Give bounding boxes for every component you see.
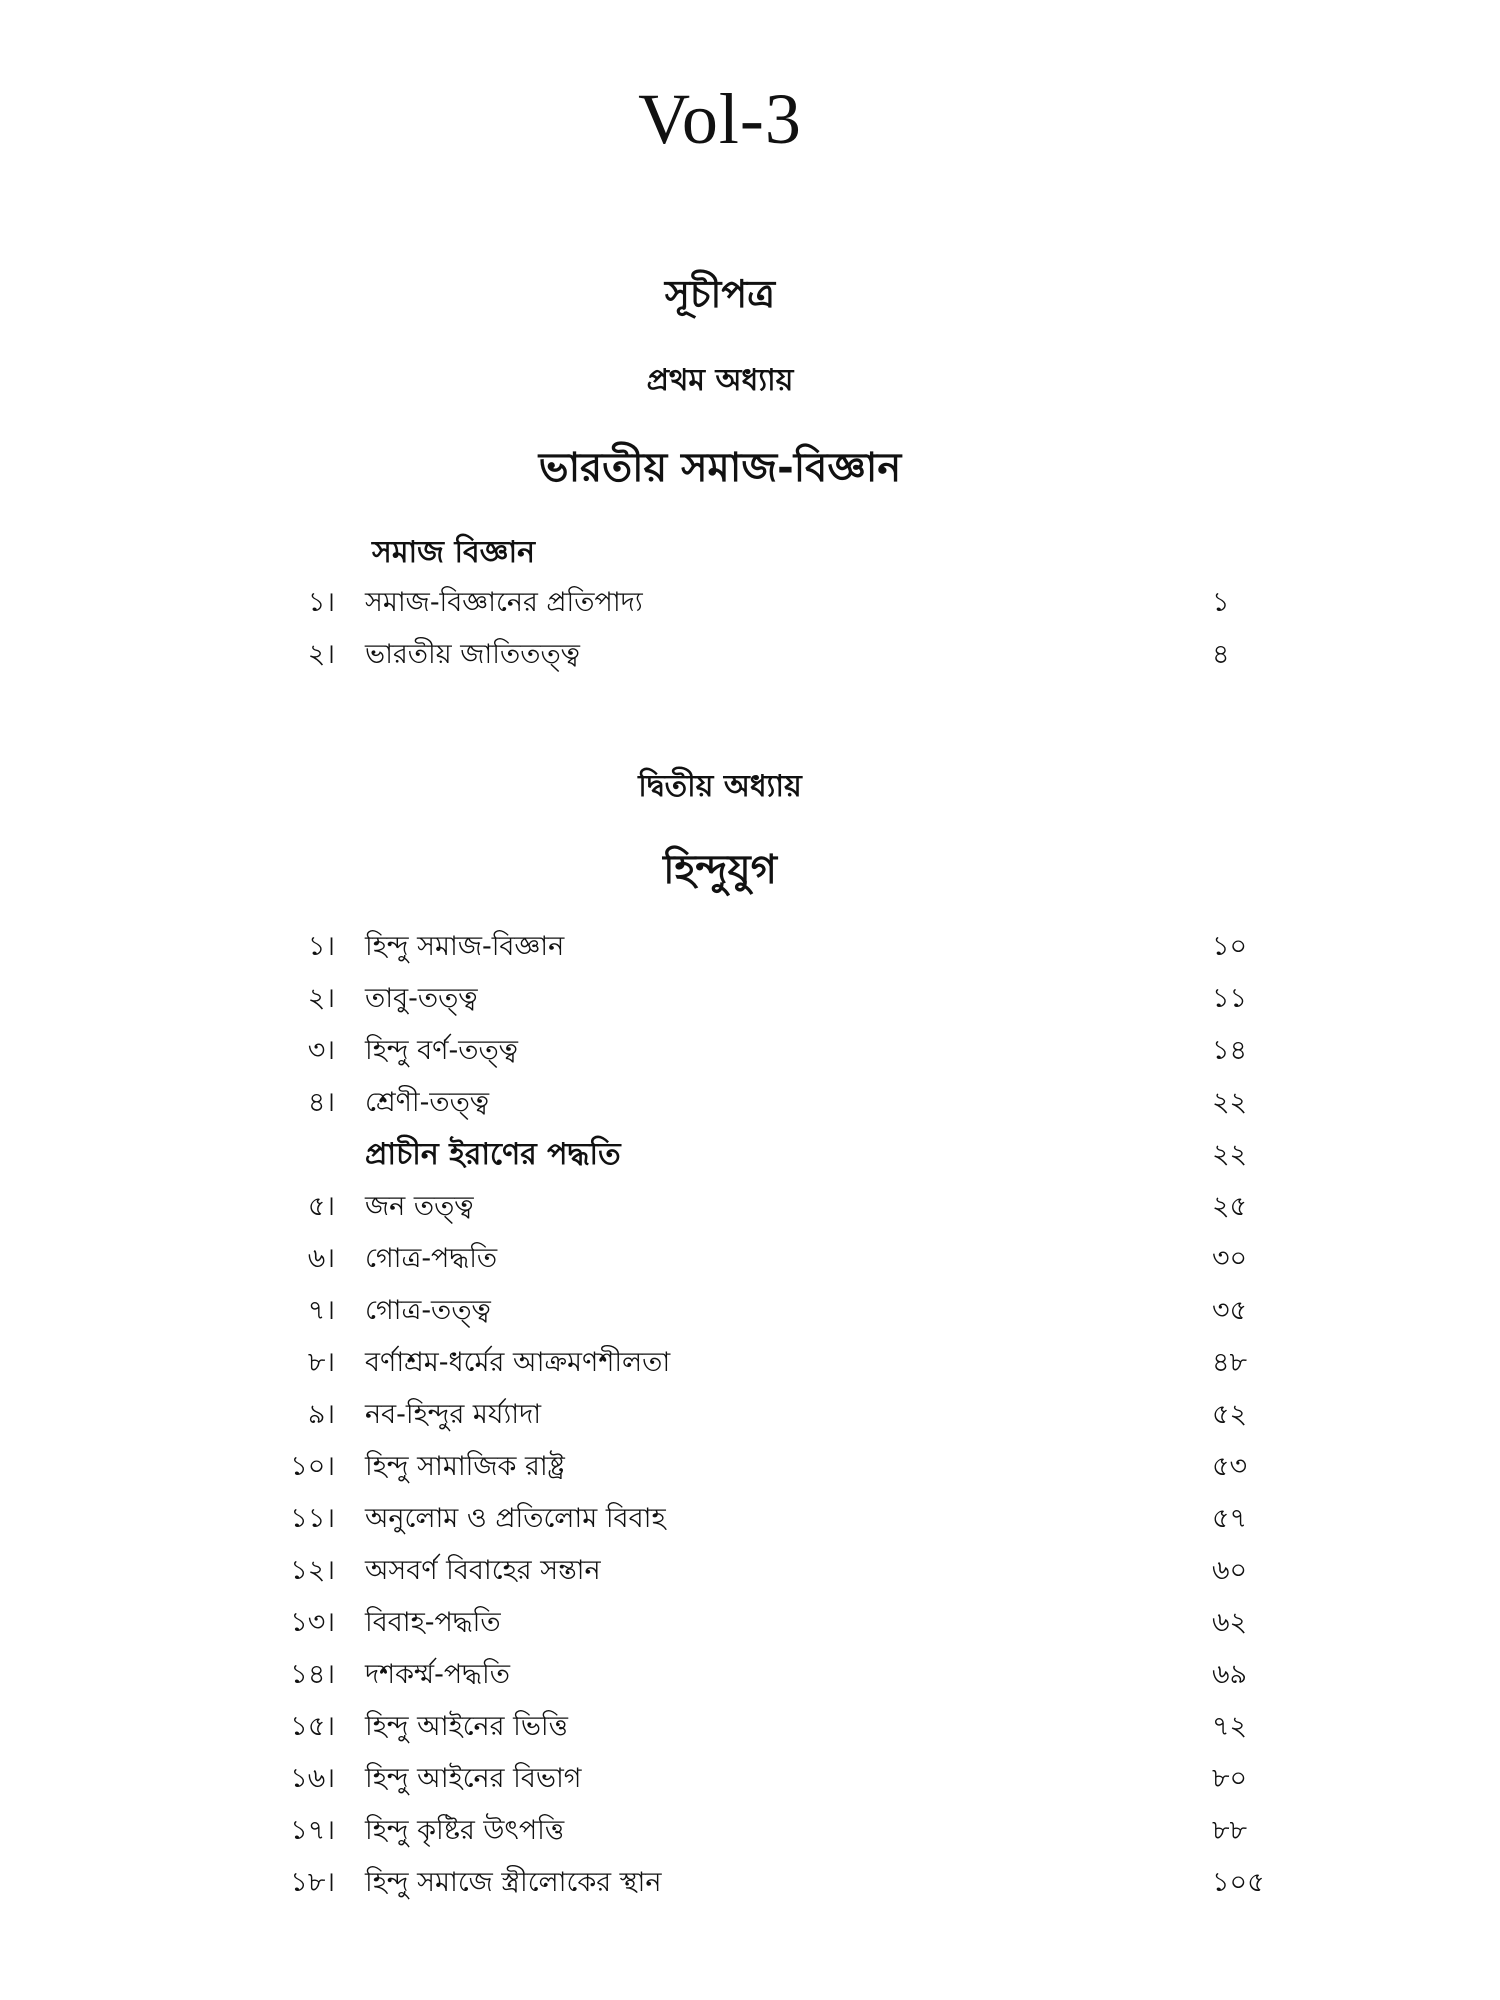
entry-number: ২। — [307, 639, 335, 670]
entry-title: শ্রেণী-তত্ত্ব — [365, 1087, 490, 1118]
toc-entry — [0, 582, 1500, 626]
entry-page: ৫৭ — [1212, 1503, 1248, 1534]
toc-entry — [0, 1082, 1500, 1126]
entry-title: হিন্দু সমাজে স্ত্রীলোকের স্থান — [365, 1867, 662, 1898]
entry-number: ১। — [307, 587, 335, 618]
entry-number: ৮। — [307, 1347, 335, 1378]
entry-page: ৩৫ — [1212, 1295, 1248, 1326]
toc-entry — [0, 1602, 1500, 1646]
entry-number: ১৭। — [290, 1815, 335, 1846]
entry-title: দশকর্ম্ম-পদ্ধতি — [365, 1659, 510, 1690]
toc-title: সূচীপত্র — [664, 272, 776, 316]
chapter1-title: ভারতীয় সমাজ-বিজ্ঞান — [538, 445, 902, 491]
entry-page: ৪৮ — [1212, 1347, 1248, 1378]
toc-entry — [0, 1498, 1500, 1542]
entry-title: গোত্র-পদ্ধতি — [365, 1243, 498, 1274]
entry-title: হিন্দু কৃষ্টির উৎপত্তি — [365, 1815, 565, 1846]
entry-title: ভারতীয় জাতিতত্ত্ব — [365, 639, 580, 670]
toc-entry — [0, 1446, 1500, 1490]
entry-title: তাবু-তত্ত্ব — [365, 983, 478, 1014]
toc-entry — [0, 978, 1500, 1022]
entry-number: ১৩। — [290, 1607, 335, 1638]
entry-number: ৯। — [307, 1399, 335, 1430]
entry-page: ৬০ — [1212, 1555, 1248, 1586]
entry-title: বর্ণাশ্রম-ধর্মের আক্রমণশীলতা — [365, 1347, 671, 1378]
entry-number: ১৫। — [290, 1711, 335, 1742]
entry-number: ১২। — [290, 1555, 335, 1586]
entry-title: জন তত্ত্ব — [365, 1191, 474, 1222]
entry-title: অনুলোম ও প্রতিলোম বিবাহ — [365, 1503, 666, 1534]
entry-title: গোত্র-তত্ত্ব — [365, 1295, 491, 1326]
entry-page: ৭২ — [1212, 1711, 1248, 1742]
toc-entry — [0, 1654, 1500, 1698]
entry-page: ৪ — [1212, 639, 1230, 670]
entry-page: ৮০ — [1212, 1763, 1248, 1794]
entry-title: প্রাচীন ইরাণের পদ্ধতি — [365, 1137, 621, 1172]
entry-page: ২২ — [1212, 1087, 1248, 1118]
toc-entry — [0, 1342, 1500, 1386]
chapter1-subheading: সমাজ বিজ্ঞান — [372, 535, 536, 570]
entry-title: বিবাহ-পদ্ধতি — [365, 1607, 501, 1638]
toc-entry — [0, 1706, 1500, 1750]
toc-entry — [0, 1550, 1500, 1594]
toc-entry — [0, 1862, 1500, 1906]
entry-page: ৩০ — [1212, 1243, 1248, 1274]
entry-page: ১৪ — [1212, 1035, 1248, 1066]
entry-title: হিন্দু সমাজ-বিজ্ঞান — [365, 931, 565, 962]
entry-number: ১০। — [290, 1451, 335, 1482]
volume-label: Vol-3 — [638, 79, 802, 159]
toc-entry — [0, 1810, 1500, 1854]
toc-entry — [0, 1186, 1500, 1230]
entry-number: ৭। — [307, 1295, 335, 1326]
chapter1-label: প্রথম অধ্যায় — [646, 363, 794, 398]
toc-entry — [0, 1238, 1500, 1282]
entry-number: ১৪। — [290, 1659, 335, 1690]
entry-page: ১০ — [1212, 931, 1248, 962]
toc-entry — [0, 1134, 1500, 1178]
toc-entry — [0, 634, 1500, 678]
chapter2-label: দ্বিতীয় অধ্যায় — [638, 769, 802, 804]
entry-page: ২৫ — [1212, 1191, 1248, 1222]
entry-title: হিন্দু বর্ণ-তত্ত্ব — [365, 1035, 518, 1066]
toc-entry — [0, 1394, 1500, 1438]
entry-page: ৬২ — [1212, 1607, 1248, 1638]
toc-entry — [0, 1290, 1500, 1334]
entry-page: ৫২ — [1212, 1399, 1248, 1430]
entry-page: ১ — [1212, 587, 1230, 618]
entry-title: হিন্দু আইনের বিভাগ — [365, 1763, 582, 1794]
entry-title: নব-হিন্দুর মর্য্যাদা — [365, 1399, 542, 1430]
entry-number: ৪। — [307, 1087, 335, 1118]
entry-number: ১৮। — [290, 1867, 335, 1898]
entry-number: ২। — [307, 983, 335, 1014]
entry-page: ১১ — [1212, 983, 1248, 1014]
entry-title: হিন্দু আইনের ভিত্তি — [365, 1711, 568, 1742]
toc-entry — [0, 1758, 1500, 1802]
chapter2-title: হিন্দুযুগ — [663, 847, 777, 893]
entry-number: ৬। — [307, 1243, 335, 1274]
entry-title: হিন্দু সামাজিক রাষ্ট্র — [365, 1451, 565, 1482]
entry-number: ৩। — [307, 1035, 335, 1066]
entry-number: ৫। — [307, 1191, 335, 1222]
toc-entry — [0, 1030, 1500, 1074]
entry-title: সমাজ-বিজ্ঞানের প্রতিপাদ্য — [365, 587, 643, 618]
entry-page: ১০৫ — [1212, 1867, 1265, 1898]
entry-page: ৮৮ — [1212, 1815, 1248, 1846]
entry-number: ১। — [307, 931, 335, 962]
entry-number: ১১। — [290, 1503, 335, 1534]
entry-title: অসবর্ণ বিবাহের সন্তান — [365, 1555, 601, 1586]
toc-entry — [0, 926, 1500, 970]
entry-page: ৫৩ — [1212, 1451, 1248, 1482]
entry-number: ১৬। — [290, 1763, 335, 1794]
entry-page: ৬৯ — [1212, 1659, 1248, 1690]
entry-page: ২২ — [1212, 1139, 1248, 1170]
